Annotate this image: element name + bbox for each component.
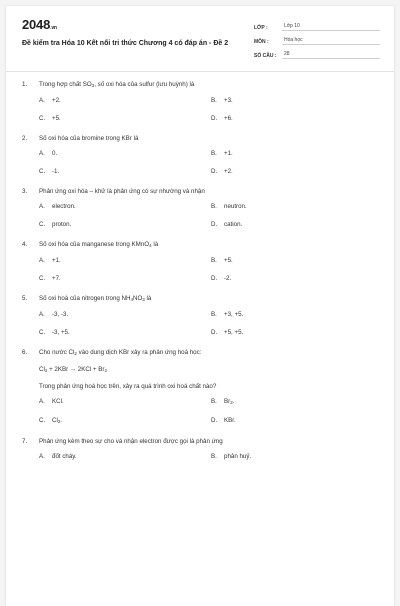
question-text: Số oxi hóa của bromine trong KBr là — [39, 135, 139, 142]
option-c[interactable]: C. -3, +5. — [39, 329, 70, 336]
question-6 — [6, 348, 394, 426]
question-number: 4. — [22, 241, 28, 248]
question-number: 7. — [22, 438, 28, 445]
option-b[interactable]: B. +3. — [211, 97, 233, 104]
question-text: Phản ứng oxi hóa – khử là phản ứng có sự nhường và nhận — [39, 188, 205, 195]
question-text: Cho nước $Cl_2$ vào dung dịch KBr xảy ra phản ứng hoá học: — [39, 349, 202, 356]
question-stem — [6, 134, 394, 143]
option-a[interactable]: A. +1. — [39, 257, 61, 264]
option-c[interactable]: C. proton. — [39, 221, 72, 228]
option-d[interactable]: D. +2. — [211, 168, 233, 175]
option-d[interactable]: D. KBr. — [211, 417, 236, 424]
option-d[interactable]: D. -2. — [211, 275, 232, 282]
option-b[interactable]: B. +1. — [211, 150, 233, 157]
page-title: Đề kiểm tra Hóa 10 Kết nối tri thức Chương 4 có đáp án - Đề 2 — [22, 40, 229, 47]
meta-subject-label: MÔN : — [254, 39, 269, 45]
question-number: 1. — [22, 81, 28, 88]
option-b[interactable]: B. +3, +5. — [211, 311, 244, 318]
answer-options — [6, 96, 394, 123]
meta-count-value: 28 — [282, 51, 380, 59]
meta-class-label: LỚP : — [254, 25, 268, 31]
option-a[interactable]: A. đốt cháy. — [39, 453, 77, 460]
option-d[interactable]: D. cation. — [211, 221, 243, 228]
answer-options — [6, 202, 394, 229]
option-b[interactable]: B. phân huỷ. — [211, 453, 252, 460]
question-4 — [6, 240, 394, 283]
site-logo[interactable]: 2048.vn — [22, 17, 57, 32]
question-text: Số oxi hoá của nitrogen trong $NH_4NO_3$ là — [39, 295, 152, 302]
document-header — [6, 6, 394, 68]
question-stem — [6, 240, 394, 250]
answer-options — [6, 452, 394, 461]
meta-class — [254, 18, 380, 31]
question-1 — [6, 80, 394, 123]
document-meta — [254, 18, 380, 60]
question-3 — [6, 187, 394, 229]
option-c[interactable]: C. -1. — [39, 168, 60, 175]
option-a[interactable]: A. electron. — [39, 203, 76, 210]
question-text: Số oxi hóa của manganese trong KMnO$_4$ là — [39, 241, 159, 248]
answer-options — [6, 256, 394, 283]
meta-count — [254, 46, 380, 59]
question-text: Phản ứng kèm theo sự cho và nhận electron được gọi là phản ứng — [39, 438, 223, 445]
meta-class-value: Lớp 10 — [282, 23, 380, 31]
question-stem — [6, 437, 394, 446]
option-a[interactable]: A. +2. — [39, 97, 61, 104]
meta-count-label: SỐ CÂU : — [254, 53, 277, 59]
option-c[interactable]: C. $Cl_2$. — [39, 417, 63, 424]
option-a[interactable]: A. -3, -3. — [39, 311, 69, 318]
option-d[interactable]: D. +5, +5. — [211, 329, 244, 336]
question-5 — [6, 294, 394, 337]
answer-options — [6, 149, 394, 176]
document-page — [6, 6, 394, 606]
option-a[interactable]: A. 0. — [39, 150, 58, 157]
question-stem — [6, 187, 394, 196]
question-number: 2. — [22, 135, 28, 142]
option-b[interactable]: B. neutron. — [211, 203, 247, 210]
meta-subject-value: Hóa học — [282, 37, 380, 45]
answer-options — [6, 310, 394, 337]
question-list — [6, 80, 394, 472]
answer-options — [6, 397, 394, 426]
option-d[interactable]: D. +6. — [211, 115, 233, 122]
option-b[interactable]: B. $Br_2$. — [211, 398, 235, 405]
option-b[interactable]: B. +5. — [211, 257, 233, 264]
question-subtext: Trong phản ứng hoá học trên, xảy ra quá trình oxi hoá chất nào? — [39, 383, 217, 390]
option-a[interactable]: A. KCl. — [39, 398, 64, 405]
header-divider — [6, 71, 394, 72]
question-text: Trong hợp chất $SO_3$, số oxi hóa của sulfur (lưu huỳnh) là — [39, 81, 195, 88]
chemical-equation: $Cl_2 + 2KBr \to 2KCl + Br_2$ — [39, 366, 107, 373]
question-stem — [6, 348, 394, 358]
meta-subject — [254, 32, 380, 45]
question-stem — [6, 80, 394, 90]
question-number: 3. — [22, 188, 28, 195]
option-c[interactable]: C. +7. — [39, 275, 61, 282]
question-number: 5. — [22, 295, 28, 302]
question-stem — [6, 294, 394, 304]
question-7 — [6, 437, 394, 461]
question-number: 6. — [22, 349, 28, 356]
option-c[interactable]: C. +5. — [39, 115, 61, 122]
question-2 — [6, 134, 394, 176]
